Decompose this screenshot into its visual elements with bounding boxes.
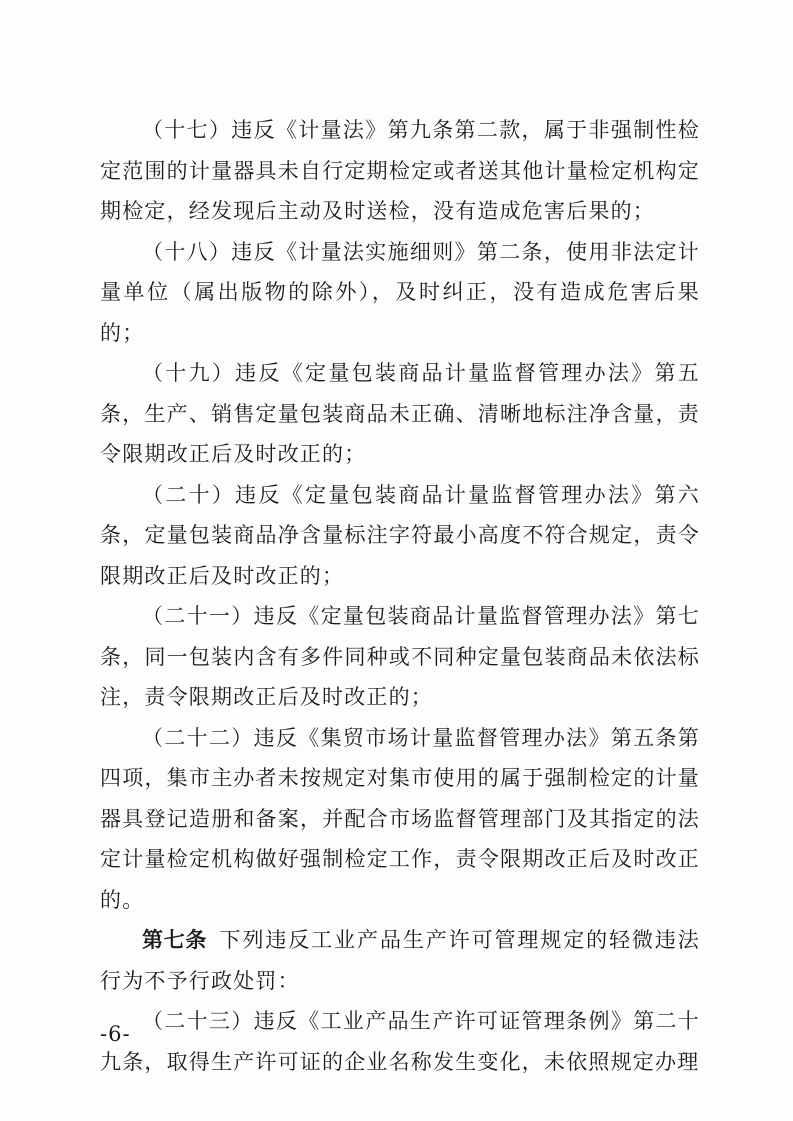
item-18: （十八）违反《计量法实施细则》第二条，使用非法定计量单位（属出版物的除外），及时纠正，没有造成危害后果的；	[100, 239, 700, 345]
item-22: （二十二）违反《集贸市场计量监督管理办法》第五条第四项，集市主办者未按规定对集市使用的属于强制检定的计量器具登记造册和备案，并配合市场监督管理部门及其指定的法定计量检定机构做好强制检定工作，责令限期改正后及时改正的。	[100, 725, 700, 912]
item-23: （二十三）违反《工业产品生产许可证管理条例》第二十九条，取得生产许可证的企业名称发生变化，未依照规定办理	[100, 1009, 700, 1074]
article-7	[100, 920, 700, 1001]
article-7-text: 下列违反工业产品生产许可管理规定的轻微违法行为不予行政处罚：	[100, 928, 700, 993]
item-19: （十九）违反《定量包装商品计量监督管理办法》第五条，生产、销售定量包装商品未正确、清晰地标注净含量，责令限期改正后及时改正的；	[100, 361, 700, 466]
page-number: -6-	[100, 1022, 131, 1046]
item-21: （二十一）违反《定量包装商品计量监督管理办法》第七条，同一包装内含有多件同种或不同种定量包装商品未依法标注，责令限期改正后及时改正的；	[100, 604, 700, 709]
item-20: （二十）违反《定量包装商品计量监督管理办法》第六条，定量包装商品净含量标注字符最小高度不符合规定，责令限期改正后及时改正的；	[100, 482, 700, 588]
item-17: （十七）违反《计量法》第九条第二款，属于非强制性检定范围的计量器具未自行定期检定或者送其他计量检定机构定期检定，经发现后主动及时送检，没有造成危害后果的；	[100, 118, 700, 223]
document-body	[100, 110, 700, 1082]
article-7-number: 第七条	[142, 928, 208, 952]
